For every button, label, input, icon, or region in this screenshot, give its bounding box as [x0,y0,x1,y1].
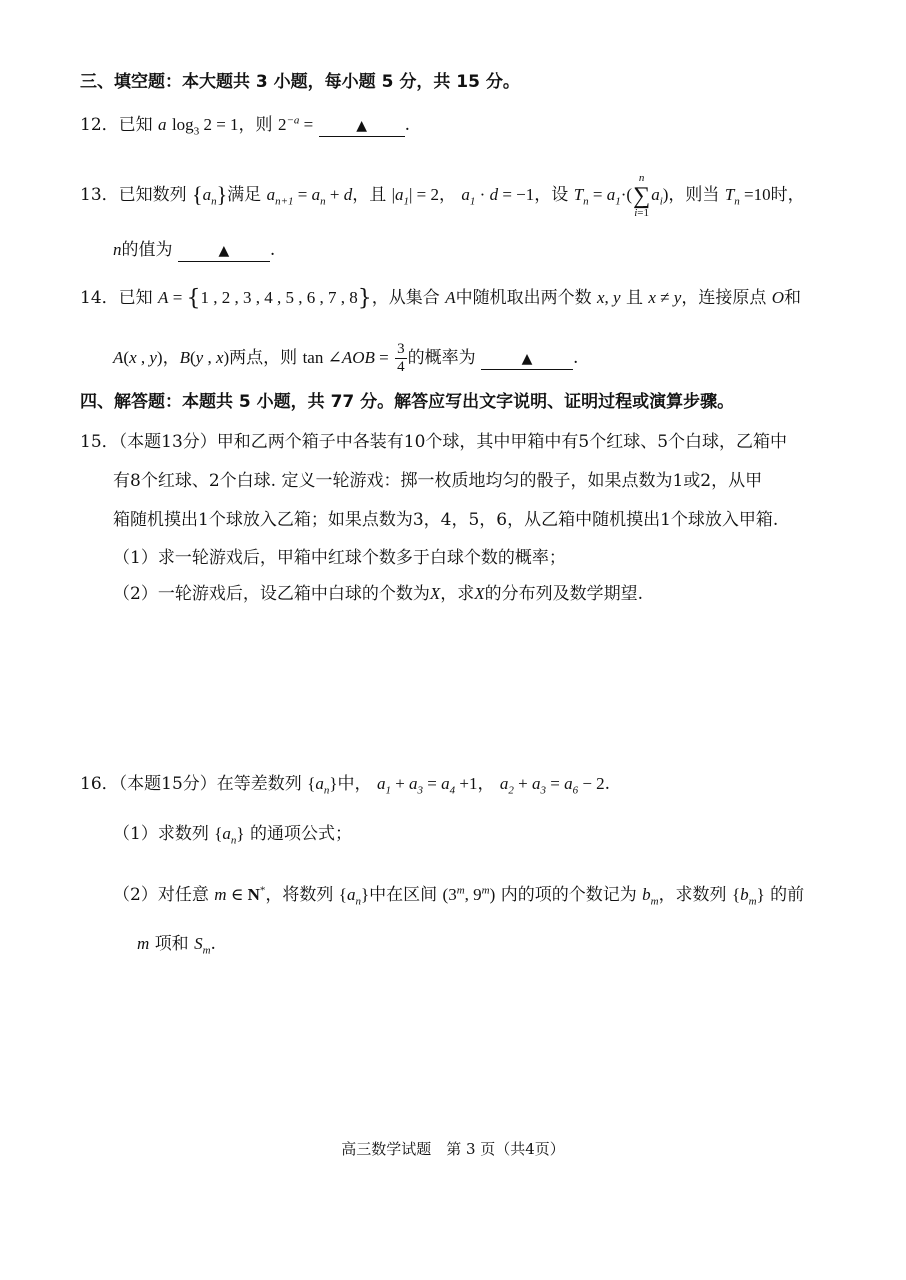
q14-text: 且 [625,288,643,308]
q13-seq: $\{a_n\}$ [192,181,228,208]
q14-text: 已知 [118,288,153,308]
q15-line2: 有8个红球、2个白球. 定义一轮游戏：掷一枚质地均匀的骰子，如果点数为1或2，从甲 [113,471,763,491]
q14-set-a: A [445,288,456,307]
q14-equals: = [168,288,187,307]
q14-set-elements: 1 , 2 , 3 , 4 , 5 , 6 , 7 , 8 [200,288,358,307]
q15-part1: （1）求一轮游戏后，甲箱中红球个数多于白球个数的概率； [113,548,566,568]
q16-seq: $\{a_n\}$ [338,885,370,908]
q16-text: 的通项公式； [249,824,352,844]
q16-bm-seq: $\{b_m\}$ [731,885,765,908]
q14-points: A(x , y)，B(y , x) [113,348,230,367]
q12-answer-blank[interactable] [319,116,405,137]
q13-text: 的值为 [121,240,173,260]
q13-tn-def: $T_n = a_1\cdot(n$ ∑ $i=1a_i$) [573,172,669,219]
question-16 [80,772,610,796]
q13-text: ，则当 [668,184,720,205]
question-15 [80,430,787,454]
q15-text: （本题13分）甲和乙两个箱子中各装有10个球，其中甲箱中有5个红球、5个白球，乙箱中 [118,432,788,452]
q12-formula: a [158,115,167,134]
q14-brace-open: { [186,286,201,311]
q13-number: 13． [80,184,119,205]
q16-interval: (3$^m$, 9$^m$) [442,884,496,904]
q12-expression: $2^{-a}$ = [277,114,314,134]
q14-text: 的概率为 [407,348,476,368]
section4-heading: 四、解答题：本题共 5 小题，共 77 分。解答应写出文字说明、证明过程或演算步骤。 [80,392,735,412]
q12-text: ，则 [238,115,273,135]
q13-answer-blank[interactable] [178,241,270,262]
q16-seq: $\{a_n\}$ [214,824,245,847]
q13-period: . [269,240,276,260]
q16-text: 项和 [154,934,189,954]
q13-text: ， [439,184,457,205]
q16-text: （2）对任意 [113,885,209,905]
question-14 [80,286,801,311]
q16-text: ，将数列 [265,885,334,905]
q16-period: . [210,934,216,954]
q14-text: 中随机取出两个数 [455,288,592,308]
triangle-icon: ▲ [356,118,368,134]
q16-seq: $\{a_n\}$ [307,774,338,797]
q15-line3: 箱随机摸出1个球放入乙箱；如果点数为3，4，5，6，从乙箱中随机摸出1个球放入甲箱. [113,510,779,530]
q15-var-x: X [474,584,485,603]
q16-text: 内的项的个数记为 [500,885,637,905]
q14-text: ，连接原点 [681,288,767,308]
q13-text: 时， [770,184,805,205]
q16-text: 中在区间 [369,885,438,905]
q16-text: ， [477,774,495,794]
q14-origin: O [771,288,785,307]
q15-text: （2）一轮游戏后，设乙箱中白球的个数为 [113,584,430,604]
q14-text: 两点，则 [229,348,298,368]
q13-text: ，设 [534,184,569,205]
q15-number: 15． [80,432,119,452]
triangle-icon: ▲ [521,351,533,367]
triangle-icon: ▲ [218,243,230,259]
q12-formula-log: $\log_3 2 = 1$ [171,115,239,138]
q16-eq1: $a_1 + a_3 = a_4 +1$ [376,774,478,797]
q16-number: 16． [80,774,119,794]
q15-text: 的分布列及数学期望. [484,584,644,604]
q13-text: ，且 [352,184,387,205]
q16-eq2: $a_2 + a_3 = a_6 - 2$ [499,774,605,797]
q16-text: （1）求数列 [113,824,209,844]
q16-text: 中， [337,774,372,794]
q13-n: n [113,240,122,259]
q13-text: 满足 [227,184,262,205]
q16-period: . [604,774,611,794]
q14-neq: x ≠ y [648,288,682,307]
q16-sm: $S_m$ [194,934,211,957]
page-footer: 高三数学试题 第 3 页（共4页） [341,1140,565,1158]
q15-text: ，求 [440,584,475,604]
q13-tn-value: $T_n =10$ [724,184,771,208]
q16-text: 的前 [770,885,805,905]
question-13 [80,172,805,220]
question-12 [80,113,410,137]
q14-set-name: A [158,288,169,307]
question-13-cont [113,238,275,262]
q14-text: 和 [784,288,802,308]
question-14-cont [113,341,578,376]
q12-period: . [404,115,411,135]
q14-number: 14． [80,288,119,308]
q13-text: 已知数列 [118,184,187,205]
section3-heading: 三、填空题：本大题共 3 小题，每小题 5 分，共 15 分。 [80,72,520,92]
q12-number: 12． [80,115,119,135]
q12-text: 已知 [118,115,153,135]
q16-text: （本题15分）在等差数列 [118,774,302,794]
q13-product: $a_1 \cdot d = -1$ [461,184,535,208]
q14-tan: tan ∠AOB = [302,348,389,367]
q16-part1 [113,822,352,846]
q16-m: m [137,934,150,953]
q14-period: . [573,348,579,368]
q13-recurrence: $a_{n+1} = a_n + d$ [266,184,353,208]
q16-part2-cont [137,932,216,956]
q15-var-x: X [429,584,441,603]
q16-bm: $b_m$ [642,885,659,908]
q14-fraction: $\frac{3}{4}$ [397,341,405,375]
q15-part2 [113,582,643,606]
q13-abs: $|a_1| = 2$ [391,184,440,208]
q14-text: ，从集合 [371,288,440,308]
q14-answer-blank[interactable] [481,349,573,370]
q14-xy: x, y [596,288,621,307]
q14-brace-close: } [357,286,372,311]
q16-m-in-n: m ∈ N* [214,884,266,904]
q16-part2 [113,883,804,907]
q16-text: ，求数列 [658,885,727,905]
